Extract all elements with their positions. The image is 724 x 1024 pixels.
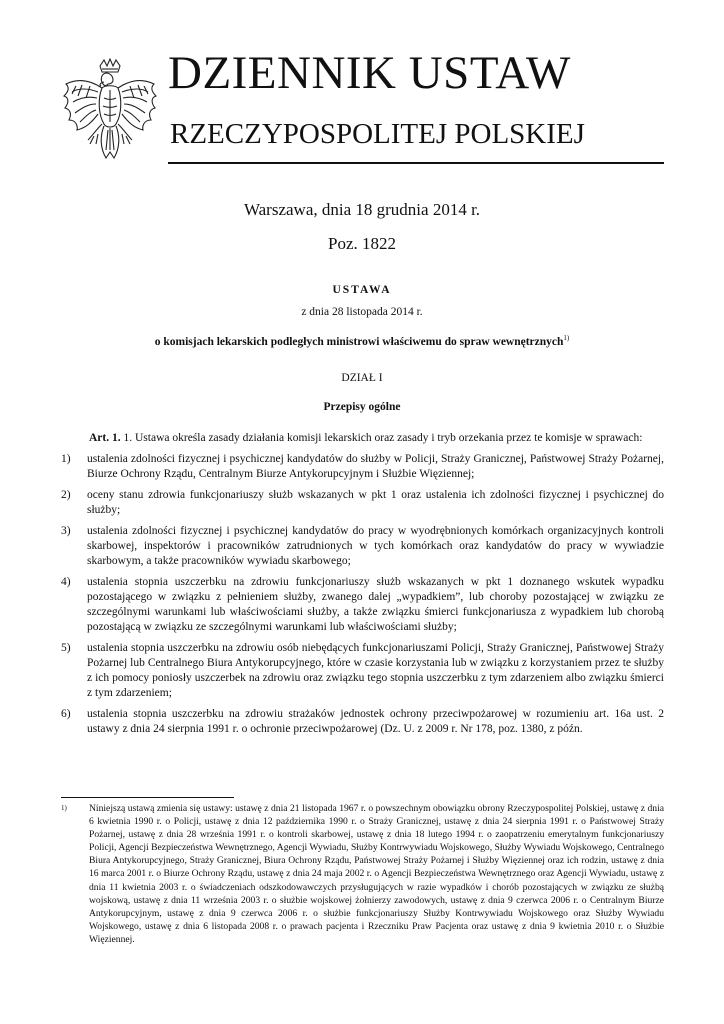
footnote-separator (61, 797, 234, 798)
list-item-number: 2) (61, 489, 71, 501)
list-item-text: ustalenia zdolności fizycznej i psychicznej kandydatów do pracy w wyodrębnionych komórkach organizacyjnych kontroli skarbowej, inspektorów i pracowników zatrudnionych w tych komórkach oraz kandydatów do pracy w wywiadzie skarbowym, a także pracowników wywiadu skarbowego; (87, 525, 664, 567)
footnote (61, 802, 664, 946)
list-item (61, 452, 664, 482)
header-rule (168, 162, 664, 164)
act-title-footnote-ref: 1) (563, 334, 570, 342)
article-content (61, 431, 664, 743)
division-label: DZIAŁ I (341, 372, 383, 384)
list-item (61, 524, 664, 569)
list-item-number: 6) (61, 708, 71, 720)
publication-position: Poz. 1822 (328, 234, 396, 253)
article-1-intro-text: 1. Ustawa określa zasady działania komisji lekarskich oraz zasady i tryb orzekania przez te komisje w sprawach: (123, 432, 643, 444)
list-item-text: ustalenia stopnia uszczerbku na zdrowiu funkcjonariuszy służb wskazanych w pkt 1 doznanego wskutek wypadku pozostającego w związku z pełnieniem służby, zwanego dalej „wypadkiem”, lub choroby pozostającej w związku ze szczególnymi warunkami lub właściwościami służby, a także związku śmierci funkcjonariusza z wypadkiem lub chorobą pozostającą w związku ze szczególnymi warunkami lub właściwościami służby; (87, 576, 664, 633)
list-item-number: 1) (61, 453, 71, 465)
list-item-number: 5) (61, 642, 71, 654)
list-item (61, 575, 664, 635)
act-date: z dnia 28 listopada 2014 r. (301, 306, 423, 318)
act-type: USTAWA (332, 284, 392, 296)
journal-title: DZIENNIK USTAW (168, 47, 571, 99)
article-1-intro (61, 431, 664, 446)
polish-eagle-emblem-icon (60, 58, 160, 168)
publication-date: Warszawa, dnia 18 grudnia 2014 r. (243, 200, 481, 219)
list-item-text: oceny stanu zdrowia funkcjonariuszy służb wskazanych w pkt 1 oraz ustalenia ich zdolności fizycznej i psychicznej do służby; (87, 489, 664, 516)
act-title (0, 334, 724, 348)
list-item (61, 707, 664, 737)
list-item-text: ustalenia stopnia uszczerbku na zdrowiu osób niebędących funkcjonariuszami Policji, Straży Granicznej, Państwowej Straży Pożarnej lub Centralnego Biura Antykorupcyjnego, które w czasie korzystania lub w związku z korzystaniem przez te służby z ich pomocy poniosły uszczerbek na zdrowiu oraz związku tego stopnia uszczerbku z tym zdarzeniem albo związku śmierci z tym zdarzeniem; (87, 642, 664, 699)
journal-subtitle: RZECZYPOSPOLITEJ POLSKIEJ (170, 118, 585, 150)
list-item-number: 4) (61, 576, 71, 588)
list-item-text: ustalenia zdolności fizycznej i psychicznej kandydatów do służby w Policji, Straży Granicznej, Państwowej Straży Pożarnej, Biurze Ochrony Rządu, Centralnym Biurze Antykorupcyjnym i Służbie Więziennej; (87, 453, 664, 480)
list-item (61, 488, 664, 518)
division-title: Przepisy ogólne (323, 401, 401, 413)
article-1-label: Art. 1. (89, 432, 121, 444)
list-item (61, 641, 664, 701)
act-title-text: o komisjach lekarskich podległych ministrowi właściwemu do spraw wewnętrznych (154, 335, 564, 348)
list-item-number: 3) (61, 525, 71, 537)
list-item-text: ustalenia stopnia uszczerbku na zdrowiu strażaków jednostek ochrony przeciwpożarowej w rozumieniu art. 16a ust. 2 ustawy z dnia 24 sierpnia 1991 r. o ochronie przeciwpożarowej (Dz. U. z 2009 r. Nr 178, poz. 1380, z późn. (87, 708, 664, 735)
footnote-number: 1) (61, 804, 67, 812)
footnote-text: Niniejszą ustawą zmienia się ustawy: ustawę z dnia 21 listopada 1967 r. o powszechnym obowiązku obrony Rzeczypospolitej Polskiej, ustawę z dnia 6 kwietnia 1990 r. o Policji, ustawę z dnia 12 października 1990 r. o Straży Granicznej, ustawę z dnia 24 sierpnia 1991 r. o Państwowej Straży Pożarnej, ustawę z dnia 28 września 1991 r. o kontroli skarbowej, ustawę z dnia 18 lutego 1994 r. o zaopatrzeniu emerytalnym funkcjonariuszy Policji, Agencji Bezpieczeństwa Wewnętrznego, Agencji Wywiadu, Służby Kontrwywiadu Wojskowego, Służby Wywiadu Wojskowego, Centralnego Biura Antykorupcyjnego, Straży Granicznej, Biura Ochrony Rządu, Państwowej Straży Pożarnej i Służby Więziennej oraz ich rodzin, ustawę z dnia 16 marca 2001 r. o Biurze Ochrony Rządu, ustawę z dnia 24 maja 2002 r. o Agencji Bezpieczeństwa Wewnętrznego oraz Agencji Wywiadu, ustawę z dnia 11 kwietnia 2003 r. o świadczeniach odszkodowawczych przysługujących w razie wypadków i chorób pozostających w związku ze służbą wojskową, ustawę z dnia 11 września 2003 r. o służbie wojskowej żołnierzy zawodowych, ustawę z dnia 9 czerwca 2006 r. o Centralnym Biurze Antykorupcyjnym, ustawę z dnia 9 czerwca 2006 r. o służbie funkcjonariuszy Służby Kontrwywiadu Wojskowego oraz Służby Wywiadu Wojskowego, ustawę z dnia 6 listopada 2008 r. o prawach pacjenta i Rzeczniku Praw Pacjenta oraz ustawę z dnia 9 kwietnia 2010 r. o Służbie Więziennej. (89, 803, 664, 945)
